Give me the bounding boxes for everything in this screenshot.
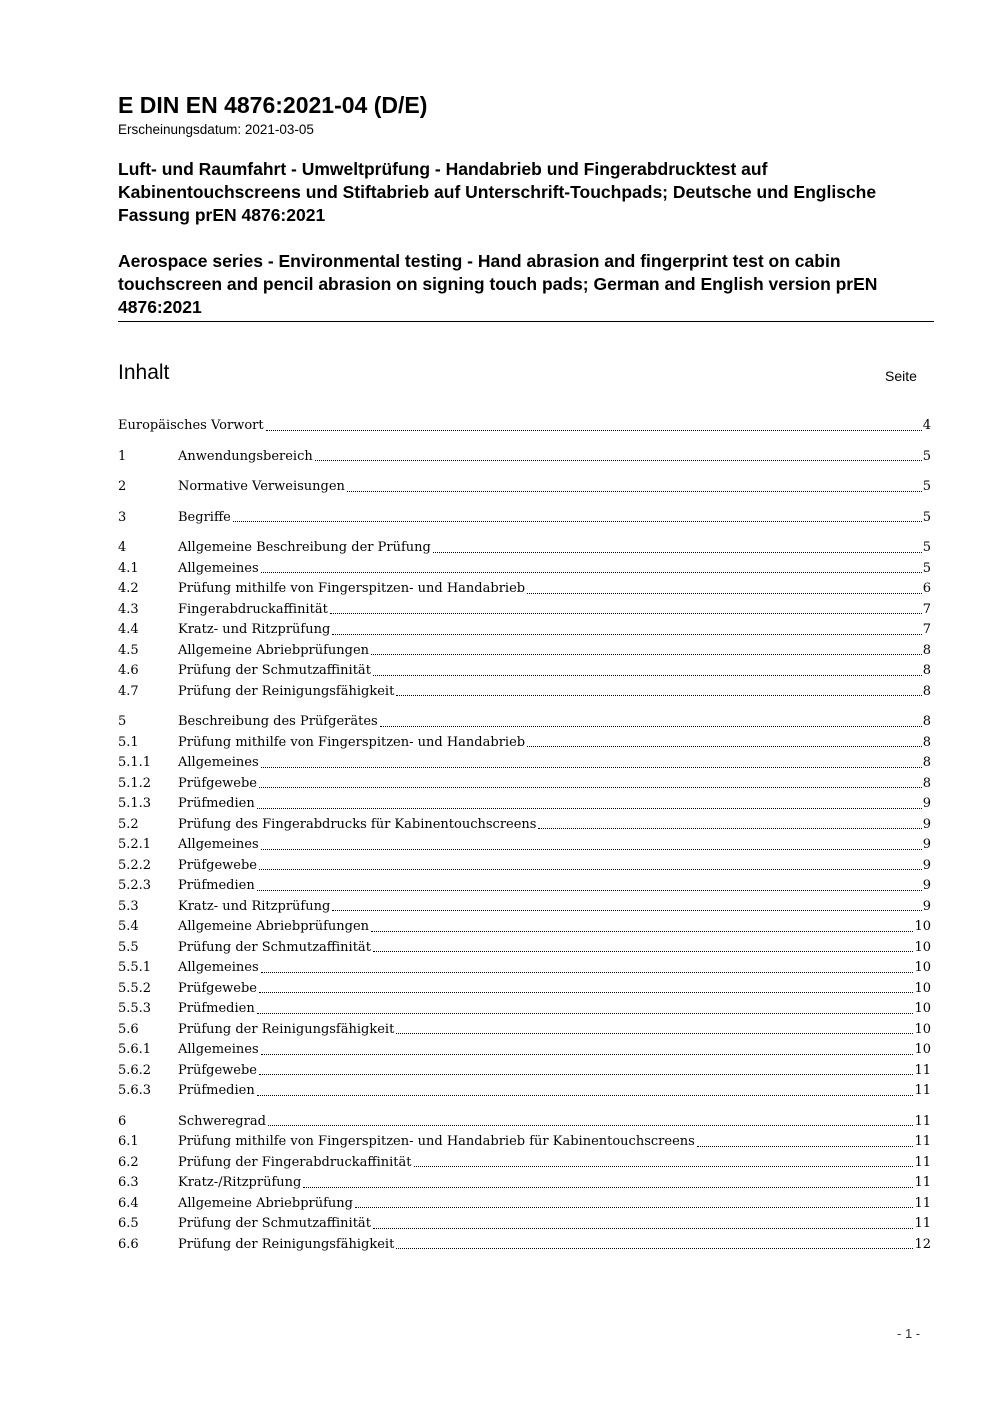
toc-entry[interactable] [118,447,931,468]
toc-dot-leader [371,931,913,932]
toc-entry[interactable] [118,1235,931,1256]
toc-entry[interactable] [118,416,931,437]
toc-entry-title: Allgemeines [178,560,259,576]
toc-entry[interactable] [118,815,931,836]
toc-dot-leader [373,675,922,676]
toc-entry-number: 5.3 [118,898,139,914]
toc-page-column-label: Seite [885,368,917,384]
toc-entry-number: 6.2 [118,1154,139,1170]
toc-entry[interactable] [118,1194,931,1215]
toc-entry-page: 11 [914,1062,931,1078]
toc-entry-page: 10 [914,1042,931,1057]
toc-entry-page: 7 [922,622,931,637]
toc-entry-page: 11 [914,1175,931,1190]
toc-entry-number: 5.4 [118,919,139,934]
toc-entry[interactable] [118,774,931,795]
toc-dot-leader [261,572,922,573]
toc-entry-page: 8 [922,642,931,658]
toc-entry-page: 11 [914,1134,931,1149]
toc-entry[interactable] [118,917,931,938]
toc-entry-number: 5.2.1 [118,837,152,852]
toc-entry-page: 8 [922,663,931,678]
toc-entry-page: 5 [922,448,931,464]
toc-entry-title: Prüfung der Schmutzaffinität [178,663,371,678]
toc-entry[interactable] [118,1214,931,1235]
toc-entry-title: Kratz-/Ritzprüfung [178,1175,302,1190]
toc-entry[interactable] [118,559,931,580]
toc-entry-number: 5.6.2 [118,1062,152,1078]
toc-entry-page: 8 [922,755,931,770]
toc-entry-page: 6 [922,581,931,596]
toc-entry[interactable] [118,661,931,682]
toc-entry-title: Allgemeines [178,960,259,975]
toc-entry[interactable] [118,641,931,662]
toc-entry-title: Allgemeine Abriebprüfung [178,1195,353,1211]
title-german: Luft- und Raumfahrt - Umweltprüfung - Handabrieb und Fingerabdrucktest auf Kabinentouchscreens und Stiftabrieb auf Unterschrift-Touchpads; Deutsche und Englische Fassung prEN 4876:2021 [118,159,877,225]
toc-entry[interactable] [118,979,931,1000]
toc-entry-page: 11 [914,1113,931,1129]
toc-entry[interactable] [118,1040,931,1061]
toc-entry-number: 5.1.1 [118,755,152,770]
toc-entry[interactable] [118,579,931,600]
toc-dot-leader [373,951,914,952]
toc-dot-leader [355,1207,913,1208]
toc-entry-number: 1 [118,448,127,464]
toc-entry-title: Allgemeines [178,837,259,852]
toc-entry[interactable] [118,856,931,877]
toc-entry-title: Fingerabdruckaffinität [178,601,328,617]
toc-entry-number: 4.2 [118,581,139,596]
toc-entry-page: 10 [914,1021,931,1037]
toc-dot-leader [347,491,922,492]
toc-entry[interactable] [118,897,931,918]
toc-dot-leader [433,552,922,553]
toc-entry[interactable] [118,620,931,641]
toc-dot-leader [315,460,922,461]
toc-entry-title: Begriffe [178,509,231,525]
toc-entry-number: 6.6 [118,1236,139,1252]
toc-dot-leader [330,613,922,614]
toc-entry-number: 2 [118,479,127,494]
toc-dot-leader [257,1095,914,1096]
title-english: Aerospace series - Environmental testing - Hand abrasion and fingerprint test on cabin touchscreen and pencil abrasion on signing touch pads; German and English version prEN 4876:2021 [118,251,878,317]
toc-entry-title: Kratz- und Ritzprüfung [178,898,331,914]
page-number: - 1 - [897,1326,921,1341]
toc-entry-number: 4.1 [118,560,139,576]
toc-dot-leader [303,1187,913,1188]
toc-entry-number: 4.4 [118,622,139,637]
toc-entry[interactable] [118,1081,931,1102]
toc-dot-leader [259,1074,913,1075]
toc-entry-title: Prüfung der Reinigungsfähigkeit [178,1021,395,1037]
toc-entry-page: 8 [922,683,931,699]
toc-dot-leader [257,890,922,891]
toc-entry[interactable] [118,1173,931,1194]
toc-dot-leader [396,1248,913,1249]
toc-entry-title: Prüfung der Schmutzaffinität [178,939,371,955]
toc-entry-title: Kratz- und Ritzprüfung [178,622,331,637]
toc-dot-leader [261,1054,914,1055]
toc-entry-number: 6.5 [118,1216,139,1231]
toc-entry-number: 5.6.3 [118,1083,152,1098]
toc-entry[interactable] [118,1112,931,1133]
toc-entry[interactable] [118,1061,931,1082]
toc-entry-page: 5 [922,509,931,525]
toc-entry-title: Schweregrad [178,1113,266,1129]
toc-entry-title: Prüfmedien [178,1001,255,1016]
toc-entry-page: 12 [914,1236,931,1252]
toc-dot-leader [396,1033,913,1034]
toc-entry-title: Allgemeines [178,1042,259,1057]
toc-entry[interactable] [118,835,931,856]
toc-dot-leader [261,972,914,973]
toc-entry-title: Normative Verweisungen [178,479,345,494]
toc-entry-page: 9 [922,796,931,811]
toc-dot-leader [261,767,922,768]
toc-entry-number: 5.2.2 [118,857,152,873]
toc-entry-title: Prüfung des Fingerabdrucks für Kabinentouchscreens [178,816,537,832]
toc-entry-page: 4 [922,418,931,433]
toc-entry[interactable] [118,1153,931,1174]
toc-dot-leader [538,828,921,829]
toc-entry-title: Europäisches Vorwort [118,418,264,433]
toc-dot-leader [371,654,922,655]
toc-entry-number: 5.2.3 [118,878,152,893]
toc-entry-page: 10 [914,960,931,975]
toc-entry[interactable] [118,600,931,621]
toc-entry[interactable] [118,999,931,1020]
toc-entry-title: Prüfung mithilfe von Fingerspitzen- und Handabrieb [178,734,526,750]
toc-entry-title: Allgemeine Abriebprüfungen [178,642,370,658]
toc-entry-page: 7 [922,601,931,617]
toc-dot-leader [697,1146,914,1147]
toc-entry[interactable] [118,753,931,774]
toc-entry-number: 4.5 [118,642,139,658]
toc-entry[interactable] [118,938,931,959]
toc-entry-number: 4.7 [118,683,139,699]
toc-entry-number: 4.3 [118,601,139,617]
toc-entry-title: Allgemeine Beschreibung der Prüfung [178,540,431,555]
toc-dot-leader [380,726,922,727]
toc-entry-number: 4.6 [118,663,139,678]
toc-entry-number: 5.5.2 [118,980,152,996]
toc-entry-page: 5 [922,540,931,555]
toc-entry-page: 11 [914,1216,931,1231]
toc-entry-page: 10 [914,1001,931,1016]
toc-dot-leader [261,849,922,850]
toc-entry-page: 11 [914,1195,931,1211]
toc-entry-number: 5.5.1 [118,960,152,975]
toc-dot-leader [259,992,913,993]
toc-entry-page: 11 [914,1154,931,1170]
toc-entry-page: 9 [922,878,931,893]
toc-entry-number: 5.1.3 [118,796,152,811]
toc-entry-number: 5.6.1 [118,1042,152,1057]
toc-entry-page: 9 [922,898,931,914]
toc-entry-number: 4 [118,540,127,555]
toc-entry-page: 5 [922,479,931,494]
toc-entry-title: Anwendungsbereich [178,448,313,464]
toc-entry-number: 5.5.3 [118,1001,152,1016]
toc-entry-page: 10 [914,939,931,955]
toc-dot-leader [527,746,922,747]
toc-entry-title: Beschreibung des Prüfgerätes [178,714,378,729]
toc-entry-number: 5.2 [118,816,139,832]
toc-dot-leader [257,1013,914,1014]
toc-entry-title: Prüfung mithilfe von Fingerspitzen- und Handabrieb für Kabinentouchscreens [178,1134,695,1149]
toc-dot-leader [266,430,922,431]
toc-entry-title: Prüfung der Fingerabdruckaffinität [178,1154,412,1170]
toc-entry[interactable] [118,958,931,979]
toc-entry-page: 8 [922,775,931,791]
toc-entry-title: Prüfgewebe [178,1062,257,1078]
toc-entry-title: Prüfgewebe [178,775,257,791]
toc-entry[interactable] [118,508,931,529]
toc-entry-page: 9 [922,857,931,873]
toc-entry[interactable] [118,1020,931,1041]
toc-dot-leader [396,695,921,696]
toc-entry-page: 9 [922,837,931,852]
toc-entry-number: 5.6 [118,1021,139,1037]
header-divider [118,321,934,322]
toc-entry-title: Prüfgewebe [178,857,257,873]
toc-dot-leader [257,808,922,809]
toc-heading: Inhalt [118,361,170,384]
toc-entry-page: 10 [914,919,931,934]
toc-dot-leader [373,1228,914,1229]
toc-entry-page: 8 [922,714,931,729]
toc-entry-page: 8 [922,734,931,750]
toc-dot-leader [332,634,921,635]
table-of-contents [118,416,931,1255]
toc-entry-title: Prüfmedien [178,796,255,811]
toc-entry-number: 5.1.2 [118,775,152,791]
toc-dot-leader [233,521,922,522]
toc-entry-title: Prüfmedien [178,1083,255,1098]
toc-entry-number: 6.3 [118,1175,139,1190]
toc-dot-leader [268,1125,914,1126]
toc-entry[interactable] [118,538,931,559]
toc-entry-title: Allgemeines [178,755,259,770]
toc-dot-leader [259,787,922,788]
toc-entry-number: 5.5 [118,939,139,955]
toc-entry-page: 5 [922,560,931,576]
toc-entry[interactable] [118,733,931,754]
toc-entry-number: 5.1 [118,734,139,750]
toc-entry-number: 6 [118,1113,127,1129]
toc-entry-title: Prüfmedien [178,878,255,893]
toc-entry-title: Prüfung der Reinigungsfähigkeit [178,683,395,699]
toc-entry-number: 6.4 [118,1195,139,1211]
toc-entry[interactable] [118,682,931,703]
toc-dot-leader [414,1166,914,1167]
toc-entry[interactable] [118,794,931,815]
toc-entry[interactable] [118,876,931,897]
toc-entry-page: 9 [922,816,931,832]
toc-entry-title: Prüfung mithilfe von Fingerspitzen- und Handabrieb [178,581,526,596]
toc-entry-page: 11 [914,1083,931,1098]
toc-dot-leader [332,910,921,911]
toc-entry-number: 5 [118,714,127,729]
toc-entry[interactable] [118,712,931,733]
toc-entry[interactable] [118,1132,931,1153]
toc-dot-leader [527,593,922,594]
toc-entry-title: Allgemeine Abriebprüfungen [178,919,370,934]
document-id: E DIN EN 4876:2021-04 (D/E) [118,92,428,118]
toc-entry[interactable] [118,477,931,498]
publication-date: Erscheinungsdatum: 2021-03-05 [118,122,314,137]
toc-entry-number: 3 [118,509,127,525]
toc-entry-title: Prüfung der Reinigungsfähigkeit [178,1236,395,1252]
toc-entry-title: Prüfgewebe [178,980,257,996]
toc-dot-leader [259,869,922,870]
toc-entry-title: Prüfung der Schmutzaffinität [178,1216,371,1231]
toc-entry-page: 10 [914,980,931,996]
toc-entry-number: 6.1 [118,1134,139,1149]
